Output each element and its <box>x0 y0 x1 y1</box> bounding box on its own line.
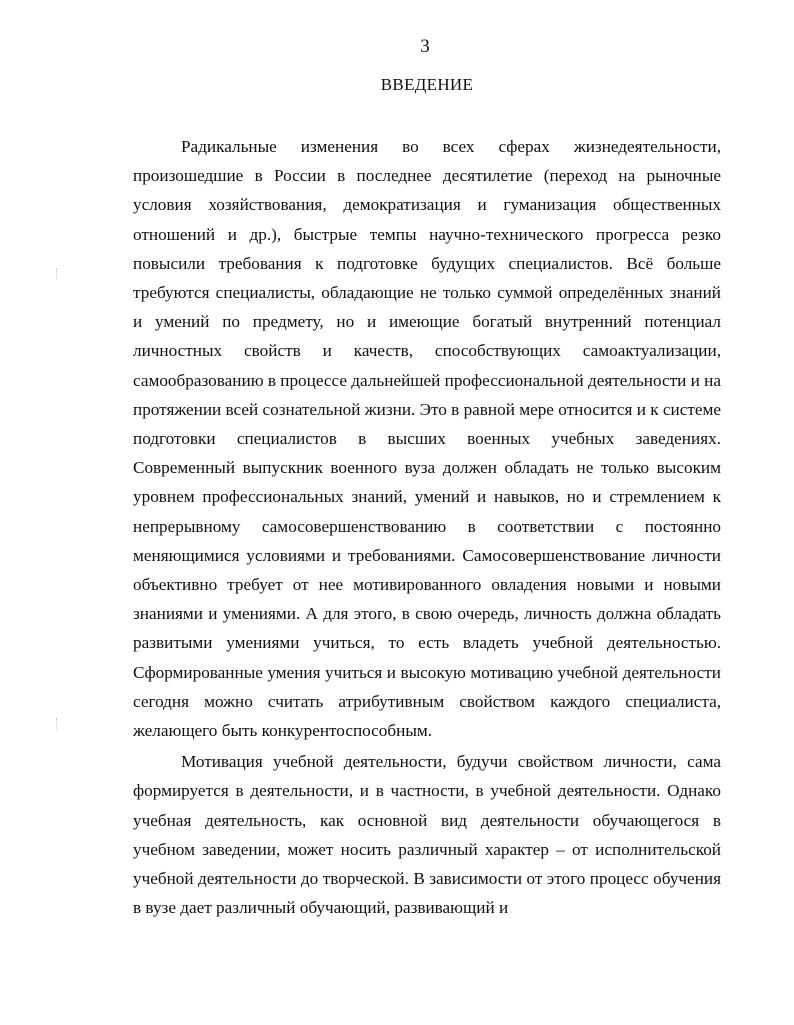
scan-margin-mark <box>56 718 61 730</box>
paragraph-1: Радикальные изменения во всех сферах жизнедеятельности, произошедшие в России в последнее десятилетие (переход на рыночные условия хозяйствования, демократизация и гуманизация общественных отношений и др.), быстрые темпы научно-технического прогресса резко повысили требования к подготовке будущих специалистов. Всё больше требуются специалисты, обладающие не только суммой определённых знаний и умений по предмету, но и имеющие богатый внутренний потенциал личностных свойств и качеств, способствующих самоактуализации, самообразованию в процессе дальнейшей профессиональной деятельности и на протяжении всей сознательной жизни. Это в равной мере относится и к системе подготовки специалистов в высших военных учебных заведениях. Современный выпускник военного вуза должен обладать не только высоким уровнем профессиональных знаний, умений и навыков, но и стремлением к непрерывному самосовершенствованию в соответствии с постоянно меняющимися условиями и требованиями. Самосовершенствование личности объективно требует от нее мотивированного овладения новыми и новыми знаниями и умениями. А для этого, в свою очередь, личность должна обладать развитыми умениями учиться, то есть владеть учебной деятельностью. Сформированные умения учиться и высокую мотивацию учебной деятельности сегодня можно считать атрибутивным свойством каждого специалиста, желающего быть конкурентоспособным. <box>133 137 721 741</box>
body-text <box>133 132 721 922</box>
paragraph-2: Мотивация учебной деятельности, будучи свойством личности, сама формируется в деятельности, и в частности, в учебной деятельности. Однако учебная деятельность, как основной вид деятельности обучающегося в учебном заведении, может носить различный характер – от исполнительской учебной деятельности до творческой. В зависимости от этого процесс обучения в вузе дает различный обучающий, развивающий и <box>133 752 721 918</box>
scan-margin-mark <box>56 268 61 280</box>
page-number: 3 <box>420 36 430 57</box>
page-title: ВВЕДЕНИЕ <box>380 75 474 94</box>
